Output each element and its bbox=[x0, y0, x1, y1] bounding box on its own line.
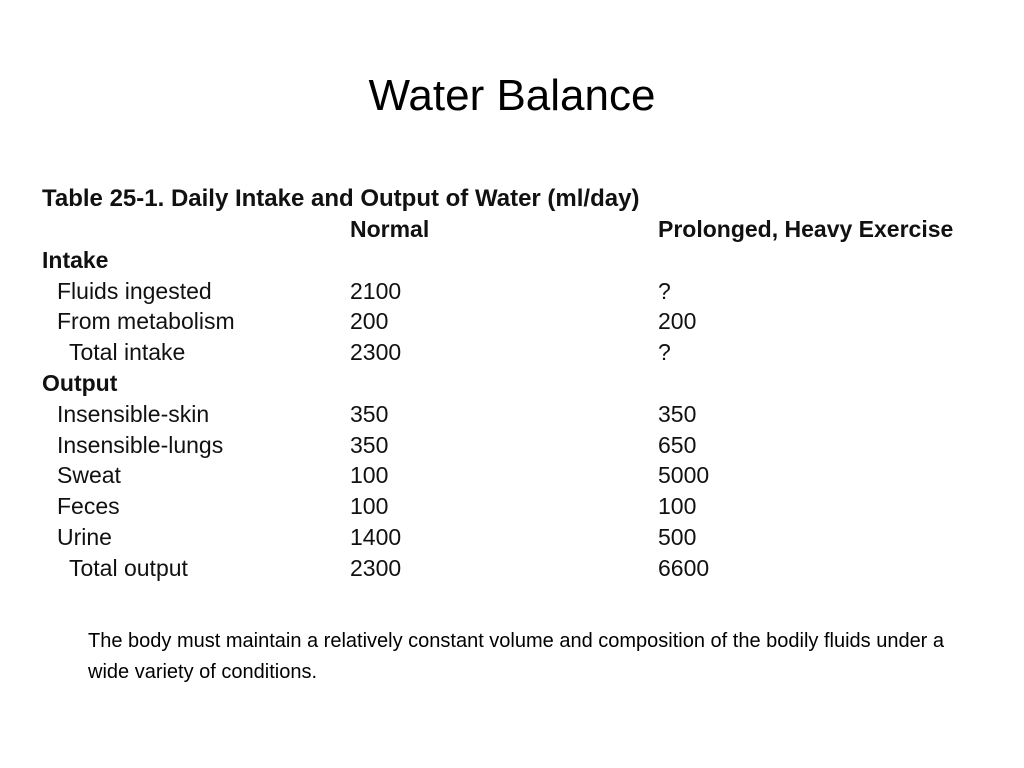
section-heading-label: Output bbox=[42, 369, 118, 396]
row-normal-value: 350 bbox=[350, 400, 389, 427]
row-normal-value: 1400 bbox=[350, 523, 402, 550]
row-label: Total output bbox=[69, 554, 188, 581]
row-exercise-value: 6600 bbox=[658, 554, 710, 581]
section-heading-label: Intake bbox=[42, 246, 109, 273]
row-label: From metabolism bbox=[57, 308, 235, 335]
row-normal-value: 2300 bbox=[350, 339, 402, 366]
row-label: Feces bbox=[57, 493, 120, 520]
row-normal-value: 2100 bbox=[350, 277, 402, 304]
section-heading-output bbox=[42, 368, 1002, 399]
row-exercise-value: ? bbox=[658, 339, 671, 366]
row-exercise-value: 500 bbox=[658, 523, 697, 550]
row-label: Insensible-skin bbox=[57, 400, 210, 427]
row-normal-value: 100 bbox=[350, 462, 389, 489]
row-exercise-value: 200 bbox=[658, 308, 697, 335]
row-label: Urine bbox=[57, 523, 112, 550]
row-exercise-value: 350 bbox=[658, 400, 697, 427]
table-row bbox=[42, 522, 1002, 553]
table-header-row bbox=[42, 214, 1002, 245]
row-label: Insensible-lungs bbox=[57, 431, 224, 458]
row-label: Sweat bbox=[57, 462, 121, 489]
row-exercise-value: 650 bbox=[658, 431, 697, 458]
row-normal-value: 200 bbox=[350, 308, 389, 335]
table-row bbox=[42, 491, 1002, 522]
row-exercise-value: ? bbox=[658, 277, 671, 304]
row-normal-value: 2300 bbox=[350, 554, 402, 581]
row-exercise-value: 100 bbox=[658, 493, 697, 520]
table-row bbox=[42, 276, 1002, 307]
slide-body-text: The body must maintain a relatively constant volume and composition of the bodily fluids under a wide variety of conditions. bbox=[88, 630, 945, 683]
table-row bbox=[42, 306, 1002, 337]
table-row bbox=[42, 399, 1002, 430]
row-normal-value: 350 bbox=[350, 431, 389, 458]
row-label: Total intake bbox=[69, 339, 186, 366]
table-total-row bbox=[42, 553, 1002, 584]
table-row bbox=[42, 430, 1002, 461]
water-table bbox=[42, 184, 1002, 584]
section-heading-intake bbox=[42, 245, 1002, 276]
slide-title: Water Balance bbox=[368, 71, 656, 120]
table-row bbox=[42, 460, 1002, 491]
row-label: Fluids ingested bbox=[57, 277, 212, 304]
row-exercise-value: 5000 bbox=[658, 462, 710, 489]
column-header-normal: Normal bbox=[350, 216, 430, 242]
table-caption: Table 25-1. Daily Intake and Output of Water (ml/day) bbox=[42, 185, 640, 212]
table-total-row bbox=[42, 337, 1002, 368]
row-normal-value: 100 bbox=[350, 493, 389, 520]
column-header-exercise: Prolonged, Heavy Exercise bbox=[658, 216, 954, 242]
